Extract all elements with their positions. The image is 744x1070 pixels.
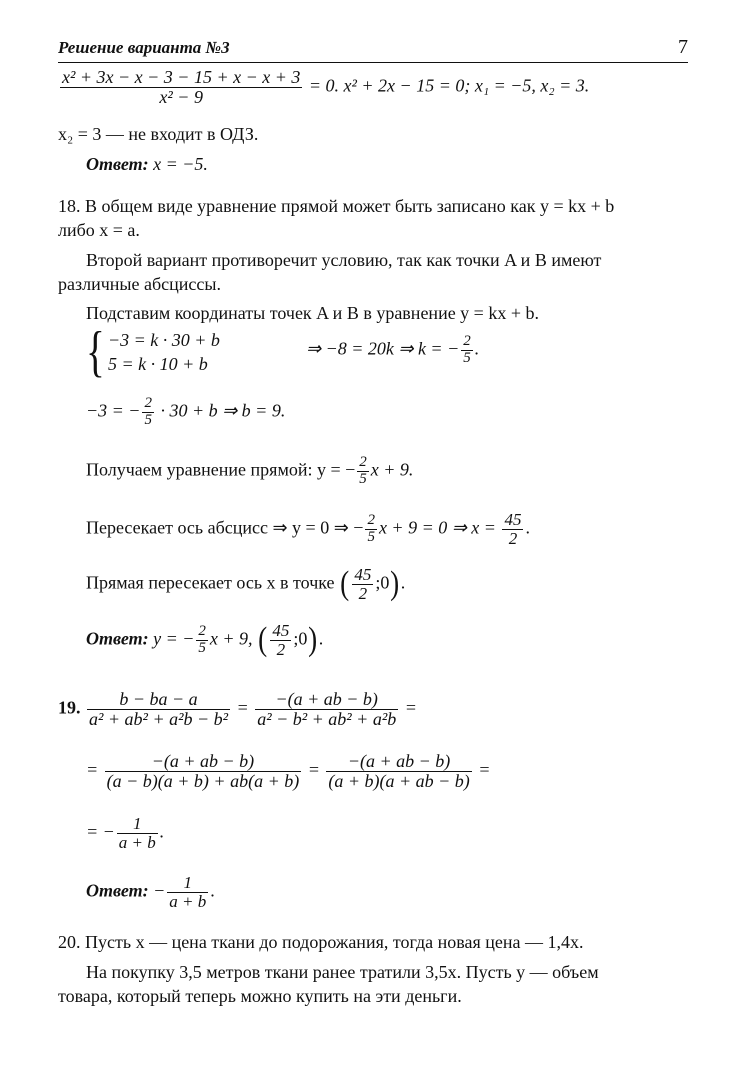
line-eq-left: Получаем уравнение прямой: y = − [86,459,356,480]
p19-fraction-1 [87,690,230,729]
b-equation [86,396,285,429]
p19-result-num: 1 [117,815,158,834]
left-paren: ( [340,565,350,603]
answer-19-label: Ответ: [86,880,149,901]
b-numerator: 2 [144,395,152,411]
fraction-denominator: x² − 9 [159,86,203,107]
intercept-fraction-2 [502,511,523,548]
answer-18-label: Ответ: [86,628,149,649]
p19-result-fraction [117,815,158,852]
p18-line-3: Второй вариант противоречит условию, так как точки A и B имеют [86,250,602,270]
answer-18-den: 5 [198,639,206,656]
system-result-text: ⇒ −8 = 20k ⇒ k = − [306,338,460,359]
b-eq-left: −3 = − [86,400,141,421]
answer-right-paren: ) [308,621,318,659]
line-eq-denominator: 5 [359,470,367,487]
answer-18-mid: x + 9, [209,628,253,649]
answer-left-paren: ( [258,621,268,659]
intercept-den-2: 2 [508,528,518,548]
p19-f4-den: (a + b)(a + ab − b) [328,770,470,791]
line-eq-fraction [357,455,369,488]
p18-line-2: либо x = a. [58,220,140,240]
answer-18-fraction [196,624,208,657]
intercept-num-1: 2 [367,512,375,529]
p19-f2-den: a² − b² + ab² + a²b [257,708,397,729]
intercept-num-2: 45 [504,510,522,529]
p19-result-den: a + b [118,832,156,852]
p19-f3-den: (a − b)(a + b) + ab(a + b) [106,770,300,791]
intercept-line [86,511,530,548]
p19-line-1: 19. $\frac{b - ba - a}{\text{a² + ab² + a²b − b²}}$ = $\frac{-(a + ab - b)}{\text{a² − b² + ab² + a²b}}$ = [58,689,417,729]
page-number: 7 [678,36,688,58]
p19-fraction-2 [255,690,398,729]
page-header [58,36,688,63]
running-title: Решение варианта №3 [58,38,230,57]
answer-18-point-den: 2 [276,639,286,659]
b-eq-right: · 30 + b ⇒ b = 9. [160,400,286,421]
b-denominator: 5 [144,411,152,428]
point-fraction [352,566,373,603]
fraction-main [60,68,302,107]
system-row-1: −3 = k · 30 + b [108,330,220,350]
answer-value: x = −5. [153,154,208,174]
k-numerator: 2 [463,333,471,349]
p19-f4-num: −(a + ab − b) [326,752,471,772]
p19-f1-num: b − ba − a [87,690,230,710]
answer-18-left: y = − [153,628,195,649]
line-equation [86,455,413,488]
p19-result: = − $\frac{1}{a + b}$ . [86,814,165,852]
answer-17 [86,154,208,176]
p19-f3-num: −(a + ab − b) [105,752,302,772]
answer-18-tail: ;0 [293,628,308,649]
answer-19-num: 1 [167,874,208,893]
system-result: ⇒ −8 = 20k ⇒ k = − $\frac{2}{5}$ . [306,333,480,366]
p19-label: 19. [58,697,81,718]
p19-f1-den: a² + ab² + a²b − b² [89,708,229,729]
intercept-left: Пересекает ось абсцисс ⇒ y = 0 ⇒ − [86,517,364,538]
system-brace: { [86,321,105,383]
k-denominator: 5 [463,349,471,366]
answer-18-point-num: 45 [272,621,290,640]
p18-line-5: Подставим координаты точек A и B в уравнение y = kx + b. [86,303,539,323]
intercept-fraction-1 [365,513,377,546]
answer-19-fraction [167,874,208,911]
equation-system [86,321,506,383]
equation-rest: = 0. x² + 2x − 15 = 0; x₁ = −5, x₂ = 3. [308,75,590,96]
intercept-end: . [525,517,530,538]
fraction-numerator: x² + 3x − x − 3 − 15 + x − x + 3 [62,67,301,87]
p18-line-4: различные абсциссы. [58,274,221,294]
right-paren: ) [390,565,400,603]
point-text: Прямая пересекает ось x в точке [86,572,335,593]
answer-18-point-fraction [270,622,291,659]
odz-line: x₂ = 3 — не входит в ОДЗ. [58,124,259,144]
p19-f2-num: −(a + ab − b) [255,690,398,710]
answer-18-num: 2 [198,623,206,640]
answer-19: Ответ: − $\frac{1}{a + b}$ . [86,873,215,911]
intercept-den-1: 5 [367,528,375,545]
p19-line-2: = $\frac{-(a + ab - b)}{(a - b)(a + b) + ab(a + b)}$ = $\frac{-(a + ab - b)}{(a + b)(a + ab - b)}$ = [86,751,491,791]
p20-line-1: 20. Пусть x — цена ткани до подорожания, тогда новая цена — 1,4x. [58,932,584,952]
system-row-2: 5 = k · 10 + b [108,354,208,374]
point-tail: ;0 [375,572,390,593]
p20-line-2: На покупку 3,5 метров ткани ранее тратили 3,5x. Пусть y — объем [86,962,599,982]
p19-fraction-4 [326,752,471,791]
k-fraction [461,334,473,367]
point-numerator: 45 [354,565,372,584]
equation-line-1 [58,68,589,107]
point-denominator: 2 [358,583,368,603]
p19-fraction-3 [105,752,302,791]
answer-19-den: a + b [169,891,207,911]
intercept-mid: x + 9 = 0 ⇒ x = [378,517,501,538]
answer-18: Ответ: y = − $\frac{2}{5}$ x + 9, ( $\frac{45}{2}$ ;0). [86,621,324,659]
line-eq-numerator: 2 [359,454,367,470]
line-eq-right: x + 9. [370,459,414,480]
intersection-point-line: Прямая пересекает ось x в точке ( $\frac{45}{2}$ ;0). [86,565,406,603]
b-fraction [142,396,154,429]
answer-label: Ответ: [86,154,149,174]
p20-line-3: товара, который теперь можно купить на эти деньги. [58,986,462,1006]
p18-line-1: 18. В общем виде уравнение прямой может быть записано как y = kx + b [58,196,615,216]
document-page [58,0,692,1070]
